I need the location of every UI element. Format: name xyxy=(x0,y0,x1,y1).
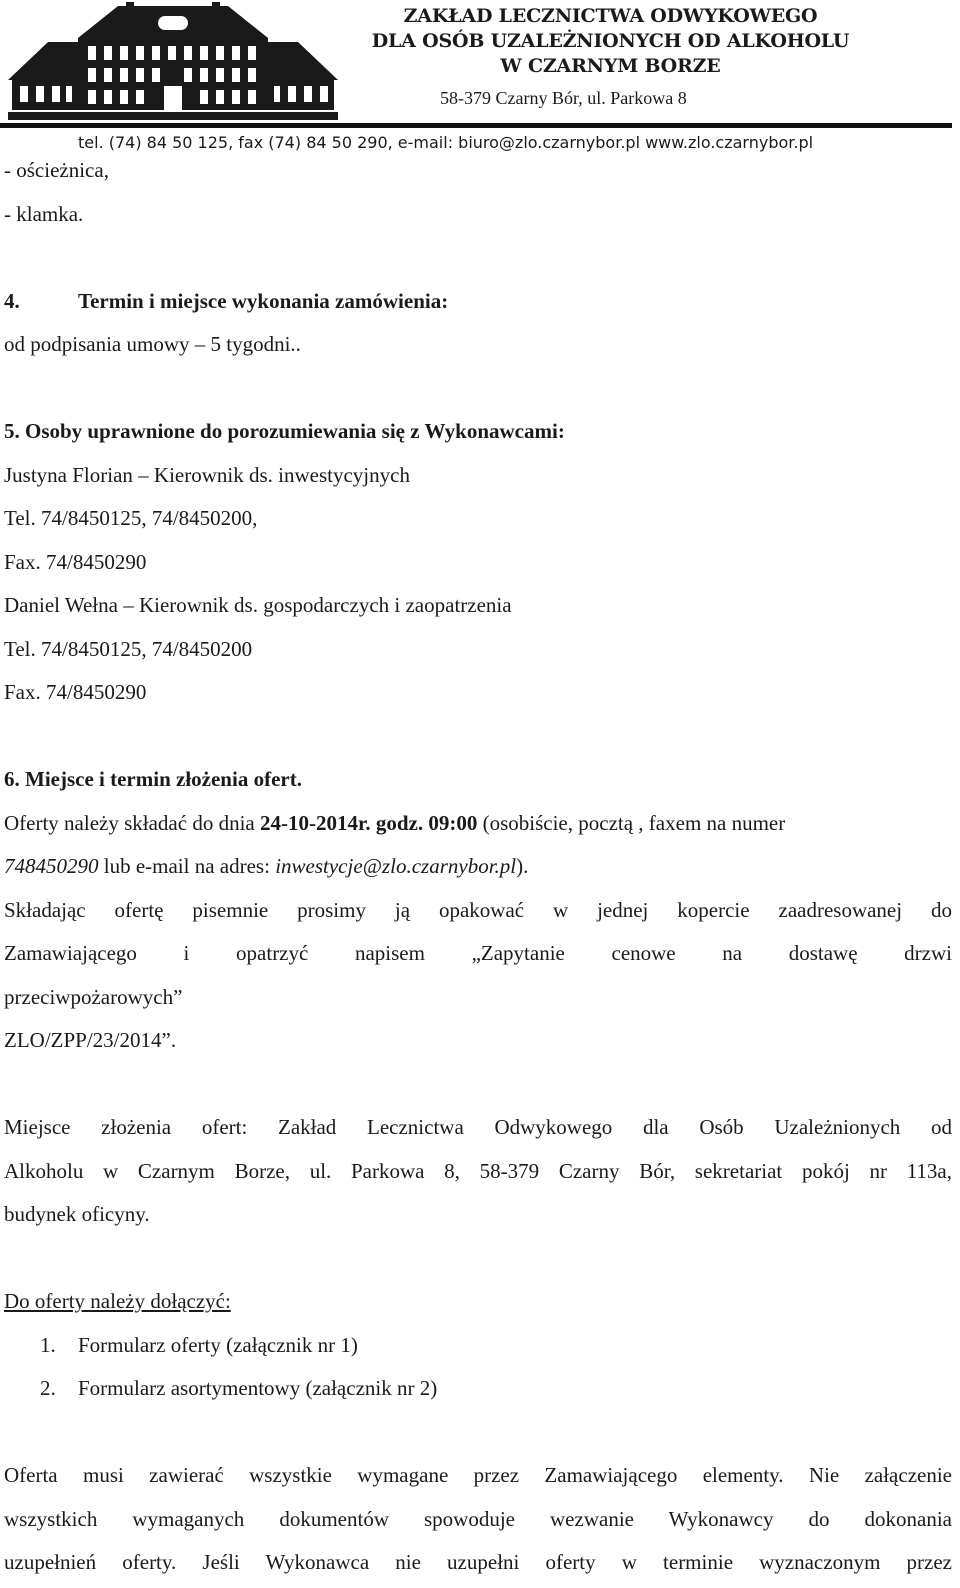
attachment-text: Formularz oferty (załącznik nr 1) xyxy=(78,1332,358,1357)
org-address: 58-379 Czarny Bór, ul. Parkowa 8 xyxy=(440,88,687,108)
place-line-3: budynek oficyny. xyxy=(4,1202,150,1226)
contact-2-fax: Fax. 74/8450290 xyxy=(4,680,147,704)
contact-line: tel. (74) 84 50 125, fax (74) 84 50 290, e-mail: biuro@zlo.czarnybor.pl www.zlo.czarnybor.pl xyxy=(78,133,814,152)
attachment-number: 2. xyxy=(40,1376,56,1400)
deadline-text: Oferty należy składać do dnia xyxy=(4,810,260,835)
contact-1-fax: Fax. 74/8450290 xyxy=(4,549,147,574)
deadline-line-1 xyxy=(4,805,952,849)
contact-2-tel: Tel. 74/8450125, 74/8450200 xyxy=(4,636,253,661)
final-line-3: uzupełnień oferty. Jeśli Wykonawca nie uzupełni oferty w terminie wyznaczonym przez xyxy=(4,1550,952,1574)
fax-number: 748450290 xyxy=(4,854,99,878)
contact-2-name: Daniel Wełna – Kierownik ds. gospodarczych i zaopatrzenia xyxy=(4,593,512,617)
final-line-1: Oferta musi zawierać wszystkie wymagane przez Zamawiającego elementy. Nie załączenie xyxy=(4,1463,952,1487)
packaging-line-3: przeciwpożarowych” xyxy=(4,984,183,1009)
org-line-3: W CZARNYM BORZE xyxy=(500,55,721,77)
contact-1-tel: Tel. 74/8450125, 74/8450200, xyxy=(4,506,258,530)
final-line-2: wszystkich wymaganych dokumentów spowoduje wezwanie Wykonawcy do dokonania xyxy=(4,1506,952,1531)
building-logo xyxy=(8,2,338,126)
packaging-line-1: Składając ofertę pisemnie prosimy ją opakować w jednej kopercie zaadresowanej do xyxy=(4,897,952,922)
section-4-title: Termin i miejsce wykonania zamówienia: xyxy=(78,288,449,313)
attachment-item xyxy=(4,1370,952,1414)
deadline-close: ). xyxy=(516,854,529,878)
reference-number: ZLO/ZPP/23/2014”. xyxy=(4,1028,177,1052)
packaging-line-2: Zamawiającego i opatrzyć napisem „Zapytanie cenowe na dostawę drzwi xyxy=(4,941,952,965)
section-4-heading xyxy=(4,283,952,327)
place-line-1: Miejsce złożenia ofert: Zakład Lecznictwa Odwykowego dla Osób Uzależnionych od xyxy=(4,1115,952,1139)
deadline-date: 24-10-2014r. godz. 09:00 xyxy=(259,810,478,835)
place-line-2: Alkoholu w Czarnym Borze, ul. Parkowa 8, 58-379 Czarny Bór, sekretariat pokój nr 113a, xyxy=(4,1158,952,1183)
organization-name xyxy=(338,4,883,79)
attachment-item xyxy=(4,1327,952,1371)
section-4-number: 4. xyxy=(4,288,20,313)
item-oscieznica: - ościeżnica, xyxy=(4,158,109,182)
attachment-number: 1. xyxy=(40,1332,56,1357)
attachments-heading xyxy=(4,1283,952,1327)
section-5-heading: 5. Osoby uprawnione do porozumiewania się z Wykonawcami: xyxy=(4,419,565,443)
section-6-heading: 6. Miejsce i termin złożenia ofert. xyxy=(4,767,302,791)
document-body xyxy=(4,152,952,1588)
org-line-2: DLA OSÓB UZALEŻNIONYCH OD ALKOHOLU xyxy=(371,30,850,52)
letterhead xyxy=(0,0,960,160)
header-rule xyxy=(0,123,952,128)
contact-1-name: Justyna Florian – Kierownik ds. inwestycyjnych xyxy=(4,462,410,487)
email-label: lub e-mail na adres: xyxy=(98,854,276,878)
email-address[interactable]: inwestycje@zlo.czarnybor.pl xyxy=(275,854,517,878)
deadline-methods: (osobiście, pocztą , faxem na numer xyxy=(477,810,786,835)
section-4-text: od podpisania umowy – 5 tygodni.. xyxy=(4,332,301,356)
org-line-1: ZAKŁAD LECZNICTWA ODWYKOWEGO xyxy=(403,5,818,27)
item-klamka: - klamka. xyxy=(4,201,84,226)
attachment-text: Formularz asortymentowy (załącznik nr 2) xyxy=(78,1376,438,1400)
deadline-line-2 xyxy=(4,848,952,892)
attachments-title: Do oferty należy dołączyć: xyxy=(4,1289,231,1313)
